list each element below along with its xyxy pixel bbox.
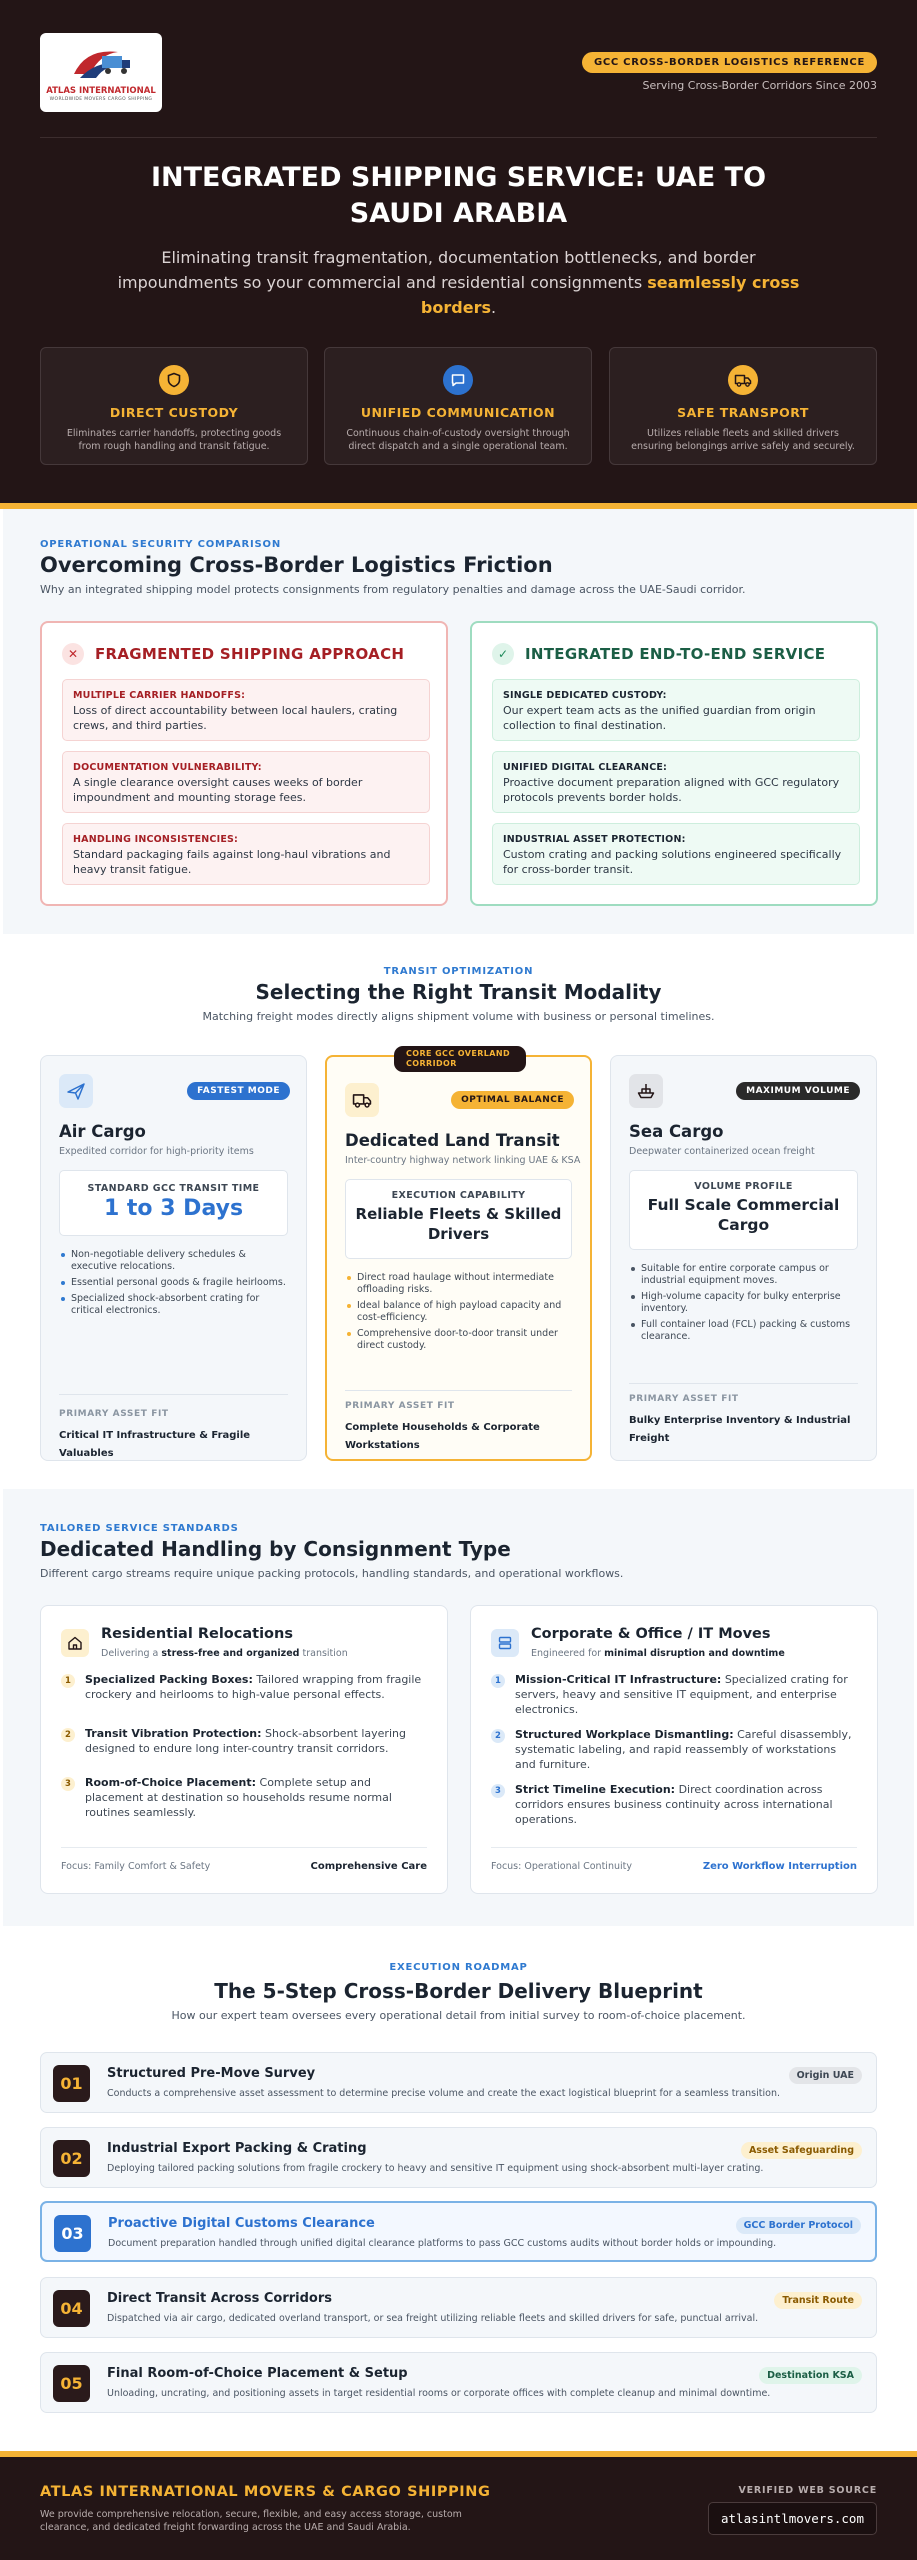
section-title: The 5-Step Cross-Border Delivery Blueprint xyxy=(214,1979,703,2003)
mode-badge: OPTIMAL BALANCE xyxy=(451,1091,574,1109)
step-desc: Unloading, uncrating, and positioning assets in target residential rooms or corporate offices with complete cleanup and minimal downtime. xyxy=(107,2388,771,2399)
row-key: Strict Timeline Execution: xyxy=(515,1783,676,1796)
section-title: Dedicated Handling by Consignment Type xyxy=(40,1537,511,1561)
comparison-section xyxy=(3,509,914,934)
step-4[interactable] xyxy=(40,2277,877,2338)
hero-desc-text: Eliminating transit fragmentation, documentation bottlenecks, and border impoundments so your commercial and residential consignments xyxy=(117,248,756,292)
list-item xyxy=(61,1672,427,1702)
mode-card-land-transit xyxy=(325,1049,592,1461)
item-value: Standard packaging fails against long-haul vibrations and heavy transit fatigue. xyxy=(73,848,391,876)
hero-desc-highlight: seamlessly cross borders xyxy=(420,273,800,317)
section-eyebrow: OPERATIONAL SECURITY COMPARISON xyxy=(40,539,282,550)
item-key: SINGLE DEDICATED CUSTODY: xyxy=(503,690,667,701)
volume-box xyxy=(629,1170,858,1250)
subtitle-text: Engineered for xyxy=(531,1648,605,1659)
mode-points xyxy=(345,1272,572,1356)
section-lead: Matching freight modes directly aligns shipment volume with business or personal timelines. xyxy=(202,1010,715,1023)
fit-value: Bulky Enterprise Inventory & Industrial Freight xyxy=(629,1415,851,1444)
list-item: Direct road haulage without intermediate offloading risks. xyxy=(345,1272,572,1296)
row-key: Room-of-Choice Placement: xyxy=(85,1776,257,1789)
roadmap-section xyxy=(3,1926,914,2451)
section-lead: Why an integrated shipping model protects consignments from regulatory penalties and damage across the UAE-Saudi corridor. xyxy=(40,583,746,596)
mode-badge: MAXIMUM VOLUME xyxy=(736,1082,860,1100)
feature-desc: Utilizes reliable fleets and skilled drivers ensuring belongings arrive safely and securely. xyxy=(631,428,855,452)
list-item: Suitable for entire corporate campus or industrial equipment moves. xyxy=(629,1263,858,1287)
step-title: Proactive Digital Customs Clearance xyxy=(108,2216,375,2231)
feature-title: SAFE TRANSPORT xyxy=(677,405,809,420)
section-title: Overcoming Cross-Border Logistics Friction xyxy=(40,553,553,577)
section-eyebrow: TAILORED SERVICE STANDARDS xyxy=(40,1523,239,1534)
step-2[interactable] xyxy=(40,2127,877,2188)
hero-desc-end: . xyxy=(490,298,497,317)
list-item xyxy=(491,1727,857,1772)
list-item xyxy=(492,823,860,885)
step-title: Structured Pre-Move Survey xyxy=(107,2066,316,2081)
subtitle-end: transition xyxy=(299,1648,348,1659)
list-item: Ideal balance of high payload capacity and cost-efficiency. xyxy=(345,1300,572,1324)
subtitle-bold: stress-free and organized xyxy=(161,1648,300,1659)
step-number: 05 xyxy=(53,2365,90,2402)
box-label: EXECUTION CAPABILITY xyxy=(391,1190,526,1201)
step-number: 3 xyxy=(61,1777,75,1791)
capability-box xyxy=(345,1179,572,1259)
mode-title: Dedicated Land Transit xyxy=(345,1131,560,1150)
section-lead: Different cargo streams require unique packing protocols, handling standards, and operational workflows. xyxy=(40,1567,624,1580)
mode-badge: FASTEST MODE xyxy=(187,1082,290,1100)
home-icon xyxy=(61,1629,89,1657)
step-number: 04 xyxy=(53,2290,90,2327)
step-desc: Conducts a comprehensive asset assessment to determine precise volume and create the exact logistical blueprint for a seamless transition. xyxy=(107,2088,780,2099)
row-value: Tailored wrapping from fragile crockery and heirlooms to high-value personal effects. xyxy=(85,1673,422,1701)
step-title: Direct Transit Across Corridors xyxy=(107,2291,332,2306)
feature-card-unified-communication xyxy=(324,347,592,465)
hero-title: INTEGRATED SHIPPING SERVICE: UAE TO SAUDI ARABIA xyxy=(150,162,767,229)
step-title: Industrial Export Packing & Crating xyxy=(107,2141,367,2156)
transit-time-box xyxy=(59,1170,288,1236)
card-subtitle xyxy=(531,1648,785,1659)
focus-text: Focus: Operational Continuity xyxy=(491,1861,632,1872)
section-lead: How our expert team oversees every operational detail from initial survey to room-of-choice placement. xyxy=(171,2009,746,2022)
divider xyxy=(345,1390,572,1391)
feature-title: UNIFIED COMMUNICATION xyxy=(360,405,556,420)
step-3[interactable] xyxy=(40,2201,877,2262)
row-key: Transit Vibration Protection: xyxy=(85,1727,262,1740)
box-value: Full Scale Commercial Cargo xyxy=(647,1196,840,1234)
mode-subtitle: Inter-country highway network linking UAE & KSA xyxy=(345,1155,581,1166)
close-icon: ✕ xyxy=(62,643,84,665)
step-number: 02 xyxy=(53,2140,90,2177)
mode-subtitle: Expedited corridor for high-priority items xyxy=(59,1146,254,1157)
shield-icon xyxy=(159,365,189,395)
fit-label: PRIMARY ASSET FIT xyxy=(59,1409,169,1419)
divider xyxy=(59,1394,288,1395)
consignment-section xyxy=(3,1489,914,1926)
item-value: Our expert team acts as the unified guardian from origin collection to final destination. xyxy=(503,704,816,732)
step-badge: GCC Border Protocol xyxy=(736,2217,861,2234)
mode-points xyxy=(629,1263,858,1347)
mode-card-sea-cargo xyxy=(610,1055,877,1461)
step-desc: Deploying tailored packing solutions from fragile crockery to heavy and sensitive IT equipment using shock-absorbent multi-layer crating. xyxy=(107,2163,764,2174)
subtitle-bold: minimal disruption and downtime xyxy=(604,1648,785,1659)
corporate-card xyxy=(470,1605,878,1894)
core-corridor-tag: CORE GCC OVERLAND CORRIDOR xyxy=(394,1046,526,1072)
list-item xyxy=(61,1726,427,1756)
verified-label: VERIFIED WEB SOURCE xyxy=(738,2485,877,2496)
section-eyebrow: EXECUTION ROADMAP xyxy=(389,1962,528,1973)
feature-card-safe-transport xyxy=(609,347,877,465)
chat-icon xyxy=(443,365,473,395)
fit-value: Critical IT Infrastructure & Fragile Valuables xyxy=(59,1430,251,1459)
feature-desc: Continuous chain-of-custody oversight through direct dispatch and a single operational team. xyxy=(346,428,570,452)
card-title: FRAGMENTED SHIPPING APPROACH xyxy=(95,645,405,663)
hero-description xyxy=(115,245,802,320)
card-footer xyxy=(491,1847,857,1872)
card-header xyxy=(62,643,404,665)
card-title: Residential Relocations xyxy=(101,1626,293,1642)
section-title: Selecting the Right Transit Modality xyxy=(255,980,662,1004)
focus-tag: Comprehensive Care xyxy=(310,1861,427,1872)
hero-divider xyxy=(40,137,877,138)
divider xyxy=(629,1383,858,1384)
box-label: STANDARD GCC TRANSIT TIME xyxy=(87,1183,260,1194)
row-value: Shock-absorbent layering designed to endure long inter-country transit corridors. xyxy=(85,1727,406,1755)
item-value: A single clearance oversight causes weeks of border impoundment and mounting storage fees. xyxy=(73,776,363,804)
list-item: Non-negotiable delivery schedules & executive relocations. xyxy=(59,1249,288,1273)
truck-icon xyxy=(345,1083,379,1117)
box-label: VOLUME PROFILE xyxy=(694,1181,793,1192)
card-title: INTEGRATED END-TO-END SERVICE xyxy=(525,645,826,663)
truck-icon xyxy=(728,365,758,395)
list-item: Specialized shock-absorbent crating for critical electronics. xyxy=(59,1293,288,1317)
step-number: 2 xyxy=(491,1729,505,1743)
step-badge: Asset Safeguarding xyxy=(741,2142,862,2159)
website-link[interactable]: atlasintlmovers.com xyxy=(708,2502,877,2535)
step-number: 03 xyxy=(54,2215,91,2252)
mode-title: Sea Cargo xyxy=(629,1122,724,1141)
focus-text: Focus: Family Comfort & Safety xyxy=(61,1861,211,1872)
integrated-service-card xyxy=(470,621,878,906)
list-item xyxy=(62,823,430,885)
step-desc: Dispatched via air cargo, dedicated overland transport, or sea freight utilizing reliable fleets and skilled drivers for safe, punctual arrival. xyxy=(107,2313,759,2324)
fit-value: Complete Households & Corporate Workstations xyxy=(345,1422,540,1451)
card-subtitle xyxy=(101,1648,348,1659)
item-key: DOCUMENTATION VULNERABILITY: xyxy=(73,762,262,773)
card-header xyxy=(492,643,825,665)
item-value: Custom crating and packing solutions engineered specifically for cross-border transit. xyxy=(503,848,842,876)
list-item xyxy=(62,751,430,813)
step-badge: Transit Route xyxy=(774,2292,862,2309)
logo-name: ATLAS INTERNATIONAL xyxy=(46,85,156,96)
item-value: Loss of direct accountability between local haulers, crating crews, and third parties. xyxy=(73,704,398,732)
item-key: INDUSTRIAL ASSET PROTECTION: xyxy=(503,834,686,845)
hero-since-text: Serving Cross-Border Corridors Since 2003 xyxy=(642,79,877,92)
logo-tagline: WORLDWIDE MOVERS CARGO SHIPPING xyxy=(49,96,153,102)
list-item: Comprehensive door-to-door transit under direct custody. xyxy=(345,1328,572,1352)
row-value: Specialized crating for servers, heavy and sensitive IT equipment, and enterprise electronics. xyxy=(515,1673,848,1716)
list-item xyxy=(62,679,430,741)
feature-card-direct-custody xyxy=(40,347,308,465)
logo-mark-icon xyxy=(66,44,136,84)
row-value: Direct coordination across corridors ensures business continuity across international operations. xyxy=(515,1783,833,1826)
section-eyebrow: TRANSIT OPTIMIZATION xyxy=(383,966,534,977)
row-key: Specialized Packing Boxes: xyxy=(85,1673,253,1686)
box-value: Reliable Fleets & Skilled Drivers xyxy=(355,1205,562,1243)
step-number: 2 xyxy=(61,1728,75,1742)
list-item xyxy=(492,679,860,741)
modality-section xyxy=(3,934,914,1489)
step-title: Final Room-of-Choice Placement & Setup xyxy=(107,2366,408,2381)
list-item xyxy=(61,1775,427,1820)
step-5[interactable] xyxy=(40,2352,877,2413)
footer-description: We provide comprehensive relocation, secure, flexible, and easy access storage, custom clearance, and dedicated freight forwarding across the UAE and Saudi Arabia. xyxy=(40,2509,462,2533)
feature-title: DIRECT CUSTODY xyxy=(109,405,239,420)
plane-icon xyxy=(59,1074,93,1108)
focus-tag: Zero Workflow Interruption xyxy=(702,1861,857,1872)
fit-label: PRIMARY ASSET FIT xyxy=(629,1394,739,1404)
reference-pill: GCC CROSS-BORDER LOGISTICS REFERENCE xyxy=(582,52,877,73)
list-item xyxy=(491,1672,857,1717)
list-item: High-volume capacity for bulky enterprise inventory. xyxy=(629,1291,858,1315)
subtitle-text: Delivering a xyxy=(101,1648,162,1659)
item-value: Proactive document preparation aligned with GCC regulatory protocols prevents border holds. xyxy=(503,776,840,804)
check-icon: ✓ xyxy=(492,643,514,665)
item-key: UNIFIED DIGITAL CLEARANCE: xyxy=(503,762,668,773)
step-desc: Document preparation handled through unified digital clearance platforms to pass GCC customs audits without border holds or impounding. xyxy=(108,2238,777,2249)
step-badge: Origin UAE xyxy=(789,2067,862,2084)
step-number: 1 xyxy=(61,1674,75,1688)
step-number: 1 xyxy=(491,1674,505,1688)
step-1[interactable] xyxy=(40,2052,877,2113)
row-key: Structured Workplace Dismantling: xyxy=(515,1728,734,1741)
step-badge: Destination KSA xyxy=(759,2367,862,2384)
list-item xyxy=(491,1782,857,1827)
item-key: MULTIPLE CARRIER HANDOFFS: xyxy=(73,690,246,701)
fit-label: PRIMARY ASSET FIT xyxy=(345,1401,455,1411)
row-value: Careful disassembly, systematic labeling, and rapid reassembly of workstations and furniture. xyxy=(515,1728,852,1771)
fragmented-approach-card xyxy=(40,621,448,906)
mode-points xyxy=(59,1249,288,1321)
list-item xyxy=(492,751,860,813)
feature-desc: Eliminates carrier handoffs, protecting goods from rough handling and transit fatigue. xyxy=(66,428,282,452)
step-number: 01 xyxy=(53,2065,90,2102)
card-title: Corporate & Office / IT Moves xyxy=(531,1626,771,1642)
ship-icon xyxy=(629,1074,663,1108)
mode-title: Air Cargo xyxy=(59,1122,146,1141)
item-key: HANDLING INCONSISTENCIES: xyxy=(73,834,239,845)
server-icon xyxy=(491,1629,519,1657)
box-value: 1 to 3 Days xyxy=(103,1196,244,1221)
residential-card xyxy=(40,1605,448,1894)
hero-section xyxy=(0,0,917,505)
row-key: Mission-Critical IT Infrastructure: xyxy=(515,1673,722,1686)
footer xyxy=(0,2457,917,2560)
footer-company-name: ATLAS INTERNATIONAL MOVERS & CARGO SHIPPING xyxy=(40,2484,491,2500)
mode-card-air-cargo xyxy=(40,1055,307,1461)
step-number: 3 xyxy=(491,1784,505,1798)
mode-subtitle: Deepwater containerized ocean freight xyxy=(629,1146,815,1157)
list-item: Full container load (FCL) packing & customs clearance. xyxy=(629,1319,858,1343)
list-item: Essential personal goods & fragile heirlooms. xyxy=(59,1277,288,1289)
company-logo[interactable] xyxy=(40,33,162,112)
row-value: Complete setup and placement at destination so households resume normal routines seamlessly. xyxy=(85,1776,392,1819)
card-footer xyxy=(61,1847,427,1872)
